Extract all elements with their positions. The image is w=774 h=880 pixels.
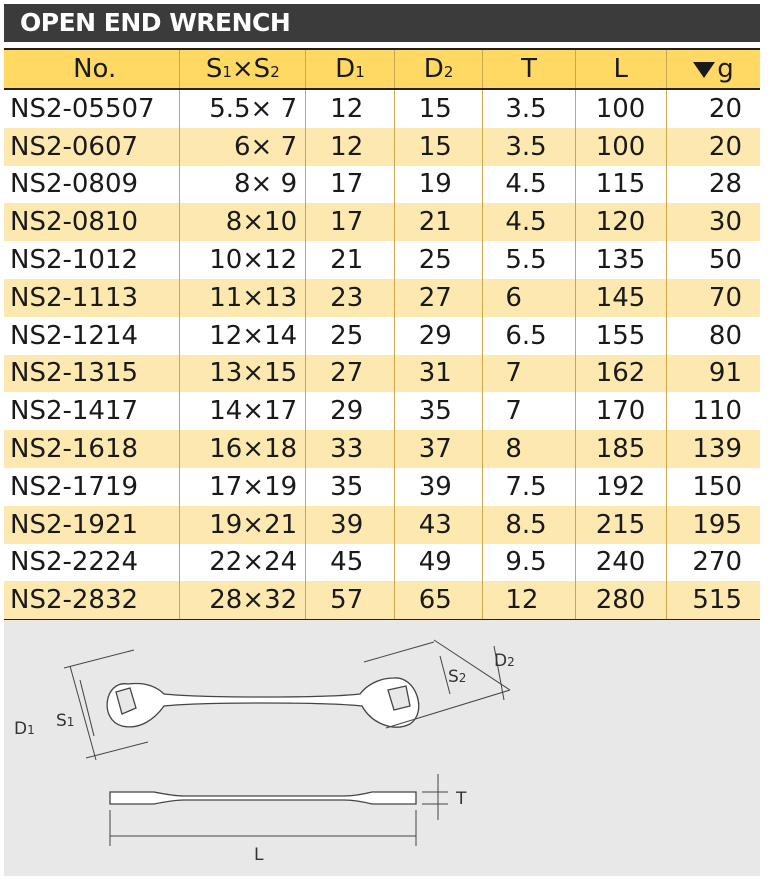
page-title: OPEN END WRENCH	[4, 4, 760, 42]
cell-l: 135	[575, 241, 666, 279]
header-times: ×	[231, 54, 254, 84]
cell-g: 28	[666, 166, 760, 204]
cell-no: NS2-0607	[4, 128, 180, 166]
diagram-label-s2: S2	[448, 667, 467, 687]
header-t: T	[483, 49, 575, 89]
cell-d2: 19	[394, 166, 483, 204]
cell-no: NS2-1618	[4, 430, 180, 468]
table-row	[4, 89, 760, 128]
table-row	[4, 279, 760, 317]
cell-l: 155	[575, 317, 666, 355]
table-row	[4, 392, 760, 430]
cell-l: 215	[575, 506, 666, 544]
cell-size: 8× 9	[180, 166, 306, 204]
cell-g: 70	[666, 279, 760, 317]
cell-g: 150	[666, 468, 760, 506]
cell-l: 100	[575, 128, 666, 166]
cell-d1: 35	[306, 468, 395, 506]
table-row	[4, 468, 760, 506]
cell-no: NS2-1921	[4, 506, 180, 544]
cell-size: 17×19	[180, 468, 306, 506]
cell-l: 192	[575, 468, 666, 506]
cell-l: 145	[575, 279, 666, 317]
cell-d1: 17	[306, 166, 395, 204]
cell-d1: 12	[306, 89, 395, 128]
header-d2-sub: 2	[443, 63, 454, 81]
cell-d2: 15	[394, 128, 483, 166]
wrench-diagram-svg	[4, 620, 760, 876]
cell-d1: 29	[306, 392, 395, 430]
table-row	[4, 241, 760, 279]
wrench-side-view	[110, 792, 416, 804]
cell-d1: 23	[306, 279, 395, 317]
cell-size: 11×13	[180, 279, 306, 317]
table-row	[4, 317, 760, 355]
cell-t: 8	[483, 430, 575, 468]
header-weight-unit: g	[717, 54, 734, 84]
table-row	[4, 544, 760, 582]
cell-t: 5.5	[483, 241, 575, 279]
cell-l: 162	[575, 355, 666, 393]
cell-d1: 25	[306, 317, 395, 355]
cell-g: 20	[666, 128, 760, 166]
cell-t: 7	[483, 392, 575, 430]
cell-l: 280	[575, 581, 666, 620]
cell-no: NS2-0810	[4, 203, 180, 241]
cell-d1: 17	[306, 203, 395, 241]
cell-size: 22×24	[180, 544, 306, 582]
cell-d2: 31	[394, 355, 483, 393]
cell-g: 91	[666, 355, 760, 393]
cell-d2: 35	[394, 392, 483, 430]
cell-size: 13×15	[180, 355, 306, 393]
header-row	[4, 49, 760, 89]
cell-t: 4.5	[483, 166, 575, 204]
table-row	[4, 430, 760, 468]
cell-g: 139	[666, 430, 760, 468]
cell-g: 20	[666, 89, 760, 128]
cell-l: 240	[575, 544, 666, 582]
cell-no: NS2-1417	[10, 396, 139, 427]
cell-no: NS2-1214	[10, 320, 139, 351]
header-s2-sub: 2	[270, 63, 280, 81]
cell-no: NS2-1315	[4, 355, 180, 393]
header-d1	[306, 49, 395, 89]
cell-g: 195	[666, 506, 760, 544]
header-l: L	[575, 49, 666, 89]
cell-l: 120	[575, 203, 666, 241]
cell-no: NS2-1113	[4, 279, 180, 317]
cell-d1: 12	[306, 128, 395, 166]
cell-size: 19×21	[180, 506, 306, 544]
cell-t: 6	[483, 279, 575, 317]
cell-g: 30	[666, 203, 760, 241]
cell-g: 110	[666, 392, 760, 430]
cell-no: NS2-0809	[10, 169, 139, 200]
table-row	[4, 355, 760, 393]
cell-d2: 15	[394, 89, 483, 128]
side-dimension-lines	[110, 774, 448, 846]
header-d2	[394, 49, 483, 89]
cell-t: 8.5	[483, 506, 575, 544]
cell-d2: 27	[394, 279, 483, 317]
diagram-label-d1: D1	[14, 719, 35, 739]
cell-no: NS2-2832	[4, 581, 180, 620]
cell-g: 515	[666, 581, 760, 620]
cell-d2: 65	[394, 581, 483, 620]
cell-t: 9.5	[483, 544, 575, 582]
cell-d1: 27	[306, 355, 395, 393]
cell-no: NS2-1012	[10, 245, 139, 276]
diagram-label-d2: D2	[494, 651, 515, 671]
cell-d1: 57	[306, 581, 395, 620]
cell-l: 185	[575, 430, 666, 468]
header-d1-sub: 1	[355, 63, 365, 81]
diagram-label-s1: S1	[56, 711, 75, 731]
cell-d2: 37	[394, 430, 483, 468]
cell-size: 14×17	[180, 392, 306, 430]
header-s1: S	[205, 54, 223, 84]
cell-size: 5.5× 7	[180, 89, 306, 128]
cell-d1: 33	[306, 430, 395, 468]
cell-d1: 45	[306, 544, 395, 582]
cell-size: 12×14	[180, 317, 306, 355]
header-weight	[666, 49, 760, 89]
cell-l: 115	[575, 166, 666, 204]
table-row	[4, 581, 760, 620]
wrench-top-outline	[107, 678, 419, 727]
cell-size: 16×18	[180, 430, 306, 468]
table-row	[4, 506, 760, 544]
cell-l: 170	[575, 392, 666, 430]
cell-t: 3.5	[483, 128, 575, 166]
cell-size: 10×12	[180, 241, 306, 279]
cell-d2: 39	[394, 468, 483, 506]
header-d2-label: D	[423, 54, 444, 84]
cell-t: 12	[483, 581, 575, 620]
cell-no: NS2-05507	[10, 93, 155, 124]
cell-t: 7	[483, 355, 575, 393]
cell-size: 8×10	[180, 203, 306, 241]
cell-size: 6× 7	[180, 128, 306, 166]
cell-d2: 25	[394, 241, 483, 279]
wrench-side-outline	[110, 792, 416, 804]
cell-t: 7.5	[483, 468, 575, 506]
cell-d2: 21	[394, 203, 483, 241]
cell-d1: 39	[306, 506, 395, 544]
cell-d1: 21	[306, 241, 395, 279]
wrench-diagram	[4, 620, 760, 876]
cell-d2: 29	[394, 317, 483, 355]
cell-d2: 43	[394, 506, 483, 544]
diagram-label-t: T	[456, 789, 467, 809]
table-row	[4, 128, 760, 166]
header-d1-label: D	[335, 54, 356, 84]
cell-g: 270	[666, 544, 760, 582]
spec-table	[4, 48, 760, 621]
cell-g: 50	[666, 241, 760, 279]
wrench-top-view	[107, 678, 419, 727]
cell-l: 100	[575, 89, 666, 128]
diagram-label-l: L	[254, 845, 264, 865]
cell-d2: 49	[394, 544, 483, 582]
header-no: No.	[4, 49, 180, 89]
cell-g: 80	[666, 317, 760, 355]
cell-no: NS2-2224	[10, 547, 139, 578]
header-s1-s2	[180, 49, 306, 89]
cell-t: 4.5	[483, 203, 575, 241]
cell-t: 6.5	[483, 317, 575, 355]
cell-no: NS2-1719	[10, 471, 139, 502]
header-s2: S	[253, 54, 271, 84]
cell-size: 28×32	[180, 581, 306, 620]
header-s1-sub: 1	[222, 63, 232, 81]
cell-t: 3.5	[483, 89, 575, 128]
table-row	[4, 203, 760, 241]
down-triangle-icon	[693, 62, 715, 78]
table-row	[4, 166, 760, 204]
